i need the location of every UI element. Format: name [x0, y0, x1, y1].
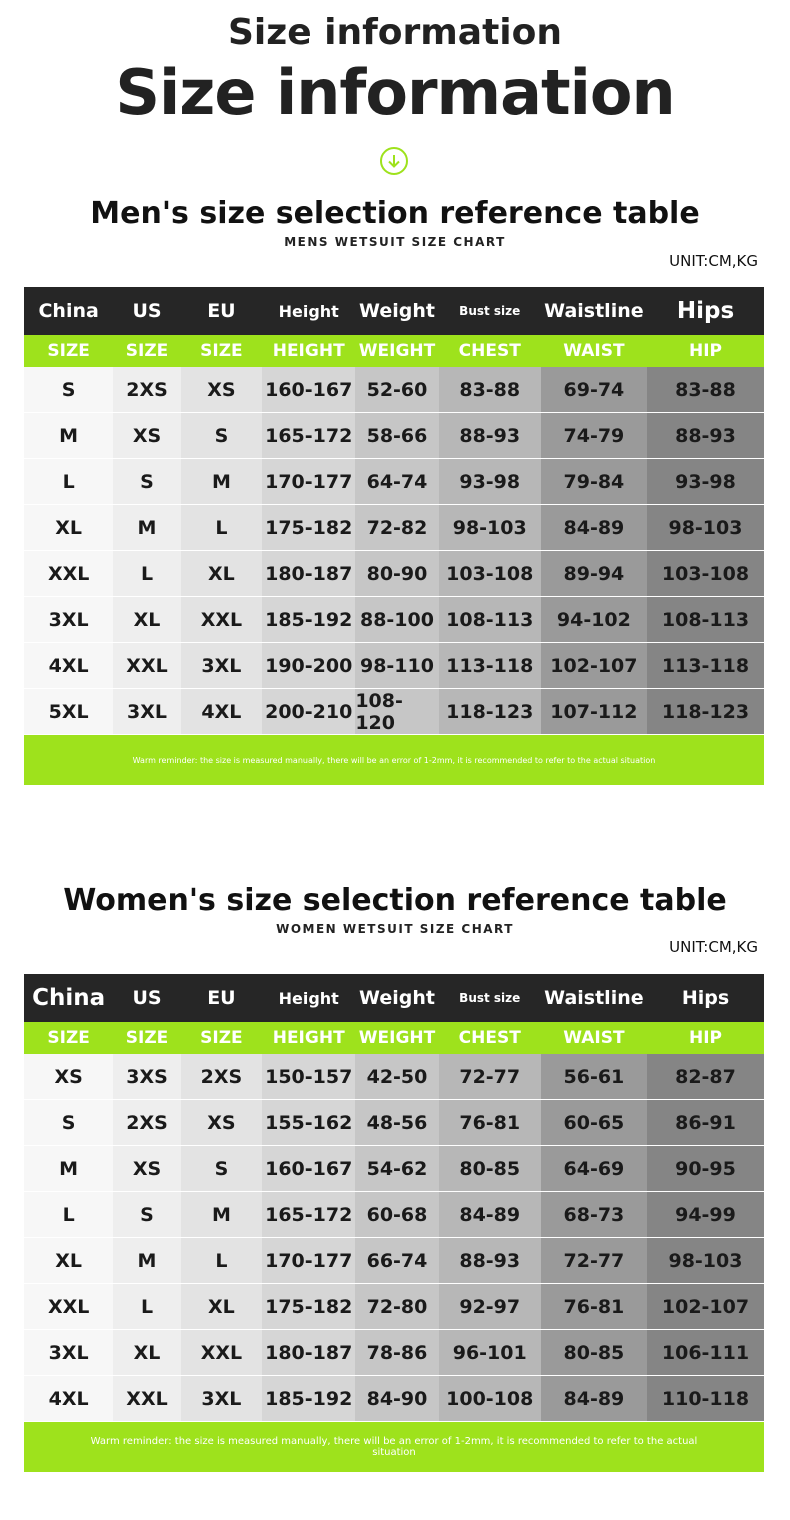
table-cell: M [113, 505, 180, 551]
table-cell: 72-77 [541, 1238, 647, 1284]
table-row [24, 1376, 764, 1422]
table-cell: 102-107 [647, 1284, 764, 1330]
table-row [24, 413, 764, 459]
table-cell: 5XL [24, 689, 113, 735]
column-header: Bust size [459, 304, 521, 318]
table-cell: 88-93 [647, 413, 764, 459]
column-header: Waistline [544, 987, 644, 1009]
table-cell: 74-79 [541, 413, 647, 459]
table-cell: 69-74 [541, 367, 647, 413]
table-cell: XXL [113, 1376, 180, 1422]
table-cell: 100-108 [439, 1376, 541, 1422]
column-label: HEIGHT [272, 1028, 345, 1048]
table-cell: XL [113, 597, 180, 643]
column-header: US [132, 987, 162, 1009]
table-row [24, 1284, 764, 1330]
men-warm-reminder: Warm reminder: the size is measured manually, there will be an error of 1-2mm, it is recommended to refer to the actual situation [24, 735, 764, 785]
table-cell: 180-187 [262, 551, 355, 597]
women-table-title: Women's size selection reference table [63, 883, 727, 918]
table-cell: 185-192 [262, 597, 355, 643]
column-header: Height [278, 301, 339, 321]
table-cell: 80-90 [355, 551, 438, 597]
table-cell: 3XL [24, 1330, 113, 1376]
table-cell: 89-94 [541, 551, 647, 597]
table-cell: 185-192 [262, 1376, 355, 1422]
table-cell: 86-91 [647, 1100, 764, 1146]
table-cell: 108-113 [439, 597, 541, 643]
table-cell: M [24, 1146, 113, 1192]
table-cell: 56-61 [541, 1054, 647, 1100]
table-cell: 94-99 [647, 1192, 764, 1238]
women-label-row [24, 1022, 764, 1054]
page-title-small: Size information [227, 12, 562, 53]
men-header-row [24, 287, 764, 335]
arrow-down-circle-icon [380, 147, 408, 175]
table-row [24, 689, 764, 735]
column-header: China [32, 985, 106, 1011]
table-cell: XXL [24, 1284, 113, 1330]
column-header: EU [207, 300, 236, 322]
column-header: Hips [676, 298, 735, 324]
table-cell: 98-103 [647, 1238, 764, 1284]
table-cell: 72-77 [439, 1054, 541, 1100]
table-cell: 102-107 [541, 643, 647, 689]
table-cell: 175-182 [262, 1284, 355, 1330]
column-header: Bust size [459, 991, 521, 1005]
table-cell: 190-200 [262, 643, 355, 689]
table-cell: 78-86 [355, 1330, 438, 1376]
men-table-subtitle: MENS WETSUIT SIZE CHART [284, 235, 506, 249]
table-cell: 175-182 [262, 505, 355, 551]
column-label: WEIGHT [358, 341, 436, 361]
table-row [24, 551, 764, 597]
table-cell: 3XL [181, 643, 262, 689]
column-label: WEIGHT [358, 1028, 436, 1048]
page-title: Size information [115, 56, 675, 129]
column-label: SIZE [47, 341, 90, 361]
table-row [24, 505, 764, 551]
column-label: SIZE [47, 1028, 90, 1048]
table-cell: 107-112 [541, 689, 647, 735]
table-cell: 83-88 [439, 367, 541, 413]
table-cell: 76-81 [541, 1284, 647, 1330]
table-cell: 93-98 [647, 459, 764, 505]
table-cell: 84-89 [439, 1192, 541, 1238]
men-label-row [24, 335, 764, 367]
table-cell: S [113, 459, 180, 505]
column-header: China [38, 300, 99, 322]
table-cell: 84-89 [541, 505, 647, 551]
table-cell: XL [181, 551, 262, 597]
table-cell: 92-97 [439, 1284, 541, 1330]
table-row [24, 1100, 764, 1146]
table-cell: 170-177 [262, 459, 355, 505]
table-cell: 66-74 [355, 1238, 438, 1284]
women-header-row [24, 974, 764, 1022]
table-cell: 4XL [24, 1376, 113, 1422]
table-cell: L [181, 1238, 262, 1284]
table-cell: 42-50 [355, 1054, 438, 1100]
table-cell: 88-100 [355, 597, 438, 643]
column-header: EU [207, 987, 236, 1009]
table-cell: XL [24, 505, 113, 551]
table-cell: 160-167 [262, 1146, 355, 1192]
column-label: HIP [688, 341, 722, 361]
table-cell: 64-74 [355, 459, 438, 505]
column-header: Height [278, 988, 339, 1008]
table-cell: 76-81 [439, 1100, 541, 1146]
table-cell: 3XS [113, 1054, 180, 1100]
table-cell: 60-68 [355, 1192, 438, 1238]
column-header: Weight [359, 987, 435, 1009]
table-cell: 82-87 [647, 1054, 764, 1100]
column-label: WAIST [563, 341, 625, 361]
table-cell: XXL [181, 597, 262, 643]
column-label: SIZE [200, 1028, 243, 1048]
women-table-subtitle: WOMEN WETSUIT SIZE CHART [276, 922, 514, 936]
table-cell: 80-85 [541, 1330, 647, 1376]
table-cell: M [113, 1238, 180, 1284]
table-cell: 108-113 [647, 597, 764, 643]
table-cell: S [24, 1100, 113, 1146]
table-cell: 3XL [24, 597, 113, 643]
table-cell: M [24, 413, 113, 459]
table-cell: 54-62 [355, 1146, 438, 1192]
table-cell: 110-118 [647, 1376, 764, 1422]
table-row [24, 1192, 764, 1238]
table-cell: 84-89 [541, 1376, 647, 1422]
table-cell: 83-88 [647, 367, 764, 413]
column-header: Weight [359, 300, 435, 322]
table-cell: 60-65 [541, 1100, 647, 1146]
table-cell: 48-56 [355, 1100, 438, 1146]
table-cell: 52-60 [355, 367, 438, 413]
table-cell: 200-210 [262, 689, 355, 735]
table-cell: 79-84 [541, 459, 647, 505]
table-cell: 96-101 [439, 1330, 541, 1376]
column-label: CHEST [458, 1028, 521, 1048]
table-cell: XS [24, 1054, 113, 1100]
table-cell: XXL [113, 643, 180, 689]
table-cell: XXL [181, 1330, 262, 1376]
table-cell: 72-80 [355, 1284, 438, 1330]
table-cell: 3XL [181, 1376, 262, 1422]
table-cell: XS [113, 1146, 180, 1192]
table-row [24, 643, 764, 689]
column-header: Waistline [544, 300, 644, 322]
column-header: US [132, 300, 162, 322]
table-row [24, 597, 764, 643]
table-cell: L [24, 1192, 113, 1238]
table-cell: 113-118 [439, 643, 541, 689]
table-cell: L [181, 505, 262, 551]
table-cell: 170-177 [262, 1238, 355, 1284]
table-cell: 88-93 [439, 413, 541, 459]
column-label: HEIGHT [272, 341, 345, 361]
column-label: SIZE [125, 341, 169, 361]
table-cell: XS [181, 1100, 262, 1146]
men-unit-label: UNIT:CM,KG [669, 252, 758, 270]
women-warm-reminder: Warm reminder: the size is measured manually, there will be an error of 1-2mm, it is recommended to refer to the actual situation [24, 1422, 764, 1472]
table-cell: 68-73 [541, 1192, 647, 1238]
table-cell: 160-167 [262, 367, 355, 413]
table-cell: 106-111 [647, 1330, 764, 1376]
table-row [24, 1330, 764, 1376]
table-cell: S [181, 1146, 262, 1192]
table-cell: 80-85 [439, 1146, 541, 1192]
table-cell: 108-120 [355, 689, 438, 735]
table-cell: 118-123 [439, 689, 541, 735]
table-cell: 180-187 [262, 1330, 355, 1376]
table-cell: S [113, 1192, 180, 1238]
table-cell: 90-95 [647, 1146, 764, 1192]
table-row [24, 1146, 764, 1192]
table-cell: 4XL [181, 689, 262, 735]
column-label: HIP [688, 1028, 722, 1048]
table-cell: 58-66 [355, 413, 438, 459]
table-cell: XL [24, 1238, 113, 1284]
table-cell: 118-123 [647, 689, 764, 735]
table-cell: 2XS [181, 1054, 262, 1100]
table-cell: S [24, 367, 113, 413]
table-cell: 98-103 [647, 505, 764, 551]
table-row [24, 1238, 764, 1284]
table-row [24, 367, 764, 413]
table-cell: 64-69 [541, 1146, 647, 1192]
table-cell: 150-157 [262, 1054, 355, 1100]
table-cell: 4XL [24, 643, 113, 689]
table-cell: XXL [24, 551, 113, 597]
table-cell: 103-108 [439, 551, 541, 597]
men-table-title: Men's size selection reference table [90, 196, 700, 231]
table-cell: 98-103 [439, 505, 541, 551]
column-label: WAIST [563, 1028, 625, 1048]
table-cell: L [24, 459, 113, 505]
column-label: SIZE [200, 341, 243, 361]
table-cell: S [181, 413, 262, 459]
table-cell: 155-162 [262, 1100, 355, 1146]
column-label: SIZE [125, 1028, 169, 1048]
table-cell: L [113, 551, 180, 597]
table-cell: M [181, 459, 262, 505]
table-cell: 3XL [113, 689, 180, 735]
table-cell: XL [181, 1284, 262, 1330]
table-cell: 98-110 [355, 643, 438, 689]
column-header: Hips [681, 987, 730, 1009]
table-cell: 165-172 [262, 413, 355, 459]
column-label: CHEST [458, 341, 521, 361]
table-cell: 103-108 [647, 551, 764, 597]
table-cell: 113-118 [647, 643, 764, 689]
table-row [24, 1054, 764, 1100]
table-cell: 2XS [113, 1100, 180, 1146]
table-cell: 72-82 [355, 505, 438, 551]
table-cell: 2XS [113, 367, 180, 413]
table-cell: 94-102 [541, 597, 647, 643]
table-row [24, 459, 764, 505]
table-cell: XS [181, 367, 262, 413]
women-unit-label: UNIT:CM,KG [669, 938, 758, 956]
table-cell: L [113, 1284, 180, 1330]
table-cell: XL [113, 1330, 180, 1376]
table-cell: 88-93 [439, 1238, 541, 1284]
table-cell: 84-90 [355, 1376, 438, 1422]
table-cell: XS [113, 413, 180, 459]
table-cell: M [181, 1192, 262, 1238]
table-cell: 165-172 [262, 1192, 355, 1238]
table-cell: 93-98 [439, 459, 541, 505]
